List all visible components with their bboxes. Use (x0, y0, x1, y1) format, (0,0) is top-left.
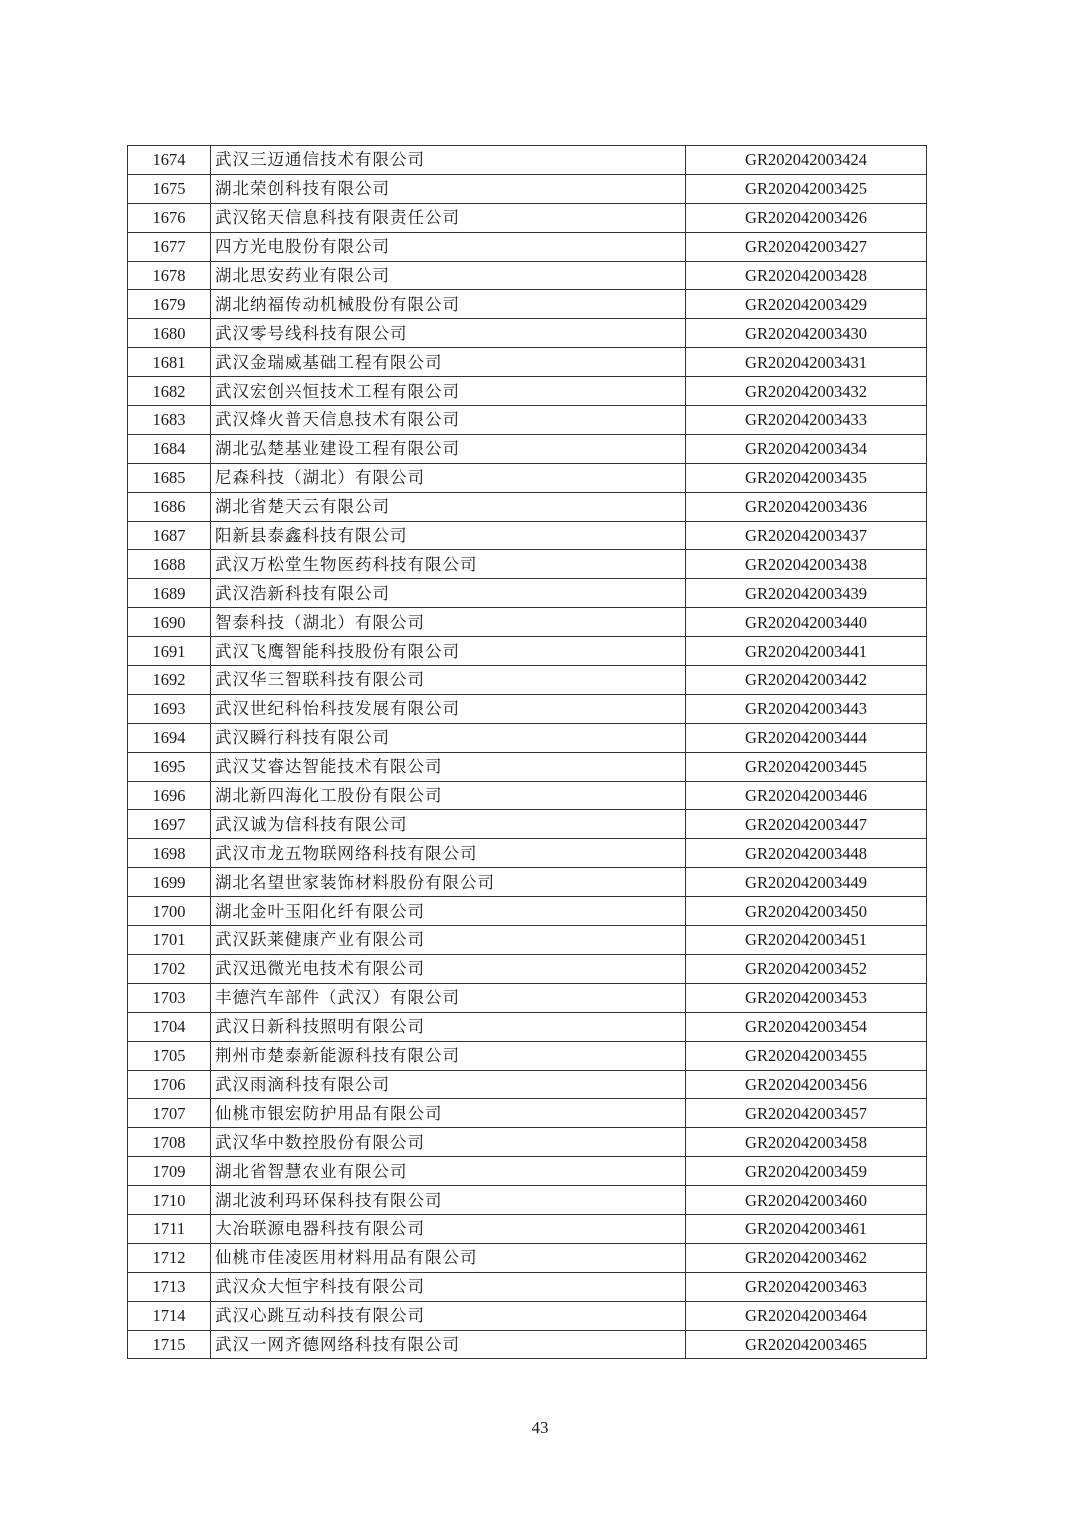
table-row (128, 261, 927, 290)
company-name: 尼森科技（湖北）有限公司 (211, 463, 686, 492)
certificate-code: GR202042003455 (686, 1041, 927, 1070)
certificate-code: GR202042003431 (686, 348, 927, 377)
certificate-code: GR202042003453 (686, 983, 927, 1012)
table-row (128, 868, 927, 897)
row-number: 1712 (128, 1243, 211, 1272)
certificate-code: GR202042003434 (686, 434, 927, 463)
company-name: 武汉烽火普天信息技术有限公司 (211, 406, 686, 435)
row-number: 1696 (128, 781, 211, 810)
table-row (128, 1099, 927, 1128)
certificate-code: GR202042003440 (686, 608, 927, 637)
certificate-code: GR202042003437 (686, 521, 927, 550)
table-row (128, 290, 927, 319)
certificate-code: GR202042003433 (686, 406, 927, 435)
certificate-code: GR202042003458 (686, 1128, 927, 1157)
table-row (128, 579, 927, 608)
table-row (128, 1301, 927, 1330)
company-name: 武汉世纪科怡科技发展有限公司 (211, 694, 686, 723)
row-number: 1690 (128, 608, 211, 637)
company-name: 湖北纳福传动机械股份有限公司 (211, 290, 686, 319)
company-name: 武汉瞬行科技有限公司 (211, 723, 686, 752)
company-name: 武汉华三智联科技有限公司 (211, 666, 686, 695)
table-row (128, 1330, 927, 1359)
row-number: 1686 (128, 492, 211, 521)
certificate-code: GR202042003448 (686, 839, 927, 868)
row-number: 1699 (128, 868, 211, 897)
table-row (128, 232, 927, 261)
table-row (128, 781, 927, 810)
certificate-code: GR202042003430 (686, 319, 927, 348)
company-name: 武汉市龙五物联网络科技有限公司 (211, 839, 686, 868)
company-name: 湖北荣创科技有限公司 (211, 174, 686, 203)
row-number: 1705 (128, 1041, 211, 1070)
table-row (128, 983, 927, 1012)
certificate-code: GR202042003435 (686, 463, 927, 492)
table-row (128, 203, 927, 232)
table-row (128, 174, 927, 203)
certificate-code: GR202042003436 (686, 492, 927, 521)
certificate-code: GR202042003428 (686, 261, 927, 290)
table-row (128, 1214, 927, 1243)
company-name: 湖北名望世家装饰材料股份有限公司 (211, 868, 686, 897)
company-name: 湖北省楚天云有限公司 (211, 492, 686, 521)
company-name: 荆州市楚泰新能源科技有限公司 (211, 1041, 686, 1070)
company-name: 湖北新四海化工股份有限公司 (211, 781, 686, 810)
certificate-code: GR202042003450 (686, 897, 927, 926)
table-row (128, 608, 927, 637)
company-name: 武汉雨滴科技有限公司 (211, 1070, 686, 1099)
row-number: 1704 (128, 1012, 211, 1041)
table-row (128, 752, 927, 781)
certificate-code: GR202042003441 (686, 637, 927, 666)
company-name: 四方光电股份有限公司 (211, 232, 686, 261)
company-name: 武汉零号线科技有限公司 (211, 319, 686, 348)
company-name: 湖北思安药业有限公司 (211, 261, 686, 290)
table-row (128, 694, 927, 723)
row-number: 1687 (128, 521, 211, 550)
certificate-code: GR202042003429 (686, 290, 927, 319)
row-number: 1694 (128, 723, 211, 752)
company-name: 大冶联源电器科技有限公司 (211, 1214, 686, 1243)
table-row (128, 319, 927, 348)
company-name: 武汉铭天信息科技有限责任公司 (211, 203, 686, 232)
row-number: 1680 (128, 319, 211, 348)
row-number: 1707 (128, 1099, 211, 1128)
table-row (128, 146, 927, 175)
company-name: 智泰科技（湖北）有限公司 (211, 608, 686, 637)
company-name: 武汉迅微光电技术有限公司 (211, 954, 686, 983)
row-number: 1688 (128, 550, 211, 579)
table-row (128, 897, 927, 926)
certificate-code: GR202042003426 (686, 203, 927, 232)
row-number: 1700 (128, 897, 211, 926)
company-name: 武汉万松堂生物医药科技有限公司 (211, 550, 686, 579)
table-row (128, 666, 927, 695)
row-number: 1697 (128, 810, 211, 839)
row-number: 1674 (128, 146, 211, 175)
row-number: 1681 (128, 348, 211, 377)
company-name: 武汉日新科技照明有限公司 (211, 1012, 686, 1041)
certificate-code: GR202042003457 (686, 1099, 927, 1128)
row-number: 1701 (128, 926, 211, 955)
table-row (128, 1070, 927, 1099)
certificate-code: GR202042003444 (686, 723, 927, 752)
table-row (128, 723, 927, 752)
certificate-code: GR202042003442 (686, 666, 927, 695)
row-number: 1698 (128, 839, 211, 868)
certificate-code: GR202042003451 (686, 926, 927, 955)
row-number: 1709 (128, 1157, 211, 1186)
certificate-code: GR202042003461 (686, 1214, 927, 1243)
table-row (128, 492, 927, 521)
table-row (128, 1128, 927, 1157)
certificate-code: GR202042003424 (686, 146, 927, 175)
certificate-code: GR202042003443 (686, 694, 927, 723)
table-row (128, 810, 927, 839)
table-row (128, 521, 927, 550)
certificate-code: GR202042003456 (686, 1070, 927, 1099)
table-row (128, 1157, 927, 1186)
company-name: 武汉众大恒宇科技有限公司 (211, 1272, 686, 1301)
company-name: 丰德汽车部件（武汉）有限公司 (211, 983, 686, 1012)
certificate-code: GR202042003446 (686, 781, 927, 810)
row-number: 1714 (128, 1301, 211, 1330)
row-number: 1684 (128, 434, 211, 463)
table-row (128, 1012, 927, 1041)
certificate-code: GR202042003463 (686, 1272, 927, 1301)
row-number: 1679 (128, 290, 211, 319)
company-name: 湖北省智慧农业有限公司 (211, 1157, 686, 1186)
company-name: 武汉宏创兴恒技术工程有限公司 (211, 377, 686, 406)
table-row (128, 1041, 927, 1070)
row-number: 1689 (128, 579, 211, 608)
certificate-code: GR202042003465 (686, 1330, 927, 1359)
company-name: 武汉飞鹰智能科技股份有限公司 (211, 637, 686, 666)
company-name: 武汉三迈通信技术有限公司 (211, 146, 686, 175)
table-body (128, 146, 927, 1359)
table-row (128, 839, 927, 868)
certificate-code: GR202042003432 (686, 377, 927, 406)
row-number: 1715 (128, 1330, 211, 1359)
company-name: 湖北弘楚基业建设工程有限公司 (211, 434, 686, 463)
company-name: 湖北金叶玉阳化纤有限公司 (211, 897, 686, 926)
row-number: 1711 (128, 1214, 211, 1243)
row-number: 1691 (128, 637, 211, 666)
company-name: 武汉一网齐德网络科技有限公司 (211, 1330, 686, 1359)
certificate-code: GR202042003459 (686, 1157, 927, 1186)
company-name: 湖北波利玛环保科技有限公司 (211, 1186, 686, 1215)
table-row (128, 1272, 927, 1301)
row-number: 1692 (128, 666, 211, 695)
row-number: 1678 (128, 261, 211, 290)
company-name: 仙桃市佳凌医用材料用品有限公司 (211, 1243, 686, 1272)
page-number: 43 (531, 1418, 549, 1437)
company-list-table (127, 145, 927, 1359)
certificate-code: GR202042003438 (686, 550, 927, 579)
row-number: 1695 (128, 752, 211, 781)
row-number: 1710 (128, 1186, 211, 1215)
table-row (128, 434, 927, 463)
company-name: 武汉艾睿达智能技术有限公司 (211, 752, 686, 781)
certificate-code: GR202042003449 (686, 868, 927, 897)
table-row (128, 550, 927, 579)
table-row (128, 1186, 927, 1215)
certificate-code: GR202042003439 (686, 579, 927, 608)
row-number: 1677 (128, 232, 211, 261)
row-number: 1693 (128, 694, 211, 723)
table-row (128, 406, 927, 435)
row-number: 1675 (128, 174, 211, 203)
table-row (128, 637, 927, 666)
table-row (128, 1243, 927, 1272)
row-number: 1683 (128, 406, 211, 435)
company-name: 武汉诚为信科技有限公司 (211, 810, 686, 839)
certificate-code: GR202042003452 (686, 954, 927, 983)
company-name: 武汉跃莱健康产业有限公司 (211, 926, 686, 955)
row-number: 1703 (128, 983, 211, 1012)
certificate-code: GR202042003464 (686, 1301, 927, 1330)
table-row (128, 926, 927, 955)
company-name: 武汉浩新科技有限公司 (211, 579, 686, 608)
company-name: 阳新县泰鑫科技有限公司 (211, 521, 686, 550)
certificate-code: GR202042003447 (686, 810, 927, 839)
company-name: 武汉华中数控股份有限公司 (211, 1128, 686, 1157)
certificate-code: GR202042003454 (686, 1012, 927, 1041)
table-row (128, 348, 927, 377)
table-row (128, 463, 927, 492)
row-number: 1708 (128, 1128, 211, 1157)
row-number: 1676 (128, 203, 211, 232)
certificate-code: GR202042003427 (686, 232, 927, 261)
certificate-code: GR202042003425 (686, 174, 927, 203)
certificate-code: GR202042003460 (686, 1186, 927, 1215)
row-number: 1685 (128, 463, 211, 492)
table-row (128, 954, 927, 983)
row-number: 1706 (128, 1070, 211, 1099)
certificate-code: GR202042003462 (686, 1243, 927, 1272)
company-name: 仙桃市银宏防护用品有限公司 (211, 1099, 686, 1128)
company-name: 武汉心跳互动科技有限公司 (211, 1301, 686, 1330)
table-row (128, 377, 927, 406)
company-name: 武汉金瑞威基础工程有限公司 (211, 348, 686, 377)
row-number: 1682 (128, 377, 211, 406)
row-number: 1702 (128, 954, 211, 983)
certificate-code: GR202042003445 (686, 752, 927, 781)
row-number: 1713 (128, 1272, 211, 1301)
